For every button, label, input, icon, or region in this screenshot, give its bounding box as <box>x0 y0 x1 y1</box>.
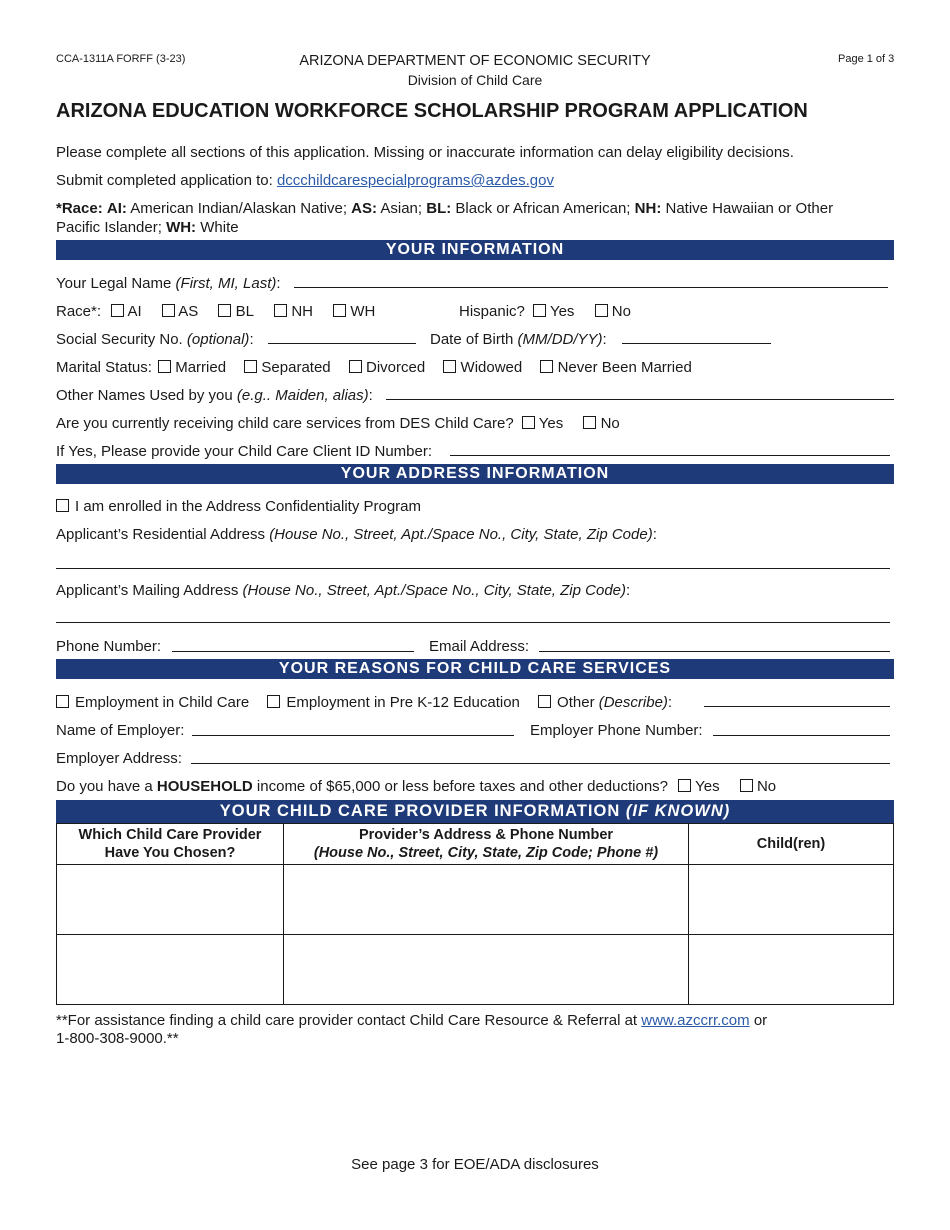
marital-row: Marital Status: Married Separated Divorced Widowed Never Been Married <box>56 359 692 376</box>
dob-label: Date of Birth (MM/DD/YY): <box>430 331 607 348</box>
email-label: Email Address: <box>429 638 530 655</box>
race-code-bl: BL: <box>426 200 452 217</box>
marital-divorced-checkbox[interactable] <box>349 360 362 373</box>
instructions-text: Please complete all sections of this application. Missing or inaccurate information can delay eligibility decisions. <box>56 144 794 161</box>
race-desc-bl: Black or African American; <box>455 200 631 217</box>
des-yes-checkbox[interactable] <box>522 416 535 429</box>
race-code-wh: WH: <box>166 219 197 236</box>
residential-address-label: Applicant’s Residential Address (House No., Street, Apt./Space No., City, State, Zip Code): <box>56 526 657 543</box>
residential-address-field[interactable] <box>56 568 890 569</box>
employer-name-field[interactable] <box>192 735 514 736</box>
phone-label: Phone Number: <box>56 638 162 655</box>
race-desc-pi: Pacific Islander; <box>56 219 162 236</box>
children-cell[interactable] <box>689 865 894 935</box>
ssn-label: Social Security No. (optional): <box>56 331 254 348</box>
client-id-label: If Yes, Please provide your Child Care Client ID Number: <box>56 443 433 460</box>
azccrr-link[interactable]: www.azccrr.com <box>641 1012 750 1029</box>
provider-table-header <box>57 824 894 865</box>
des-no-checkbox[interactable] <box>583 416 596 429</box>
race-wh-checkbox[interactable] <box>333 304 346 317</box>
address-phone-cell[interactable] <box>284 935 689 1005</box>
race-desc-nh: Native Hawaiian or Other <box>665 200 834 217</box>
provider-cell[interactable] <box>57 935 284 1005</box>
legal-name-label: Your Legal Name (First, MI, Last): <box>56 275 281 292</box>
phone-field[interactable] <box>172 651 414 652</box>
reason-other-field[interactable] <box>704 706 890 707</box>
col-address-phone: Provider’s Address & Phone Number (House No., Street, City, State, Zip Code; Phone #) <box>284 824 689 865</box>
col-provider: Which Child Care Provider Have You Chosen? <box>57 824 284 865</box>
children-cell[interactable] <box>689 935 894 1005</box>
section-provider: YOUR CHILD CARE PROVIDER INFORMATION (IF KNOWN) <box>56 800 894 823</box>
col-children: Child(ren) <box>689 824 894 865</box>
race-as-checkbox[interactable] <box>162 304 175 317</box>
submit-line <box>56 172 554 189</box>
race-code-as: AS: <box>351 200 378 217</box>
employer-phone-field[interactable] <box>713 735 890 736</box>
section-your-information: YOUR INFORMATION <box>56 240 894 260</box>
employer-name-label: Name of Employer: <box>56 722 185 739</box>
ssn-field[interactable] <box>268 343 416 344</box>
section-reasons: YOUR REASONS FOR CHILD CARE SERVICES <box>56 659 894 679</box>
hispanic-row: Hispanic? Yes No <box>459 303 631 320</box>
acp-checkbox[interactable] <box>56 499 69 512</box>
client-id-field[interactable] <box>450 455 890 456</box>
income-question-row: Do you have a HOUSEHOLD income of $65,000 or less before taxes and other deductions? Yes No <box>56 778 777 795</box>
section-address-information: YOUR ADDRESS INFORMATION <box>56 464 894 484</box>
division-name: Division of Child Care <box>407 72 543 88</box>
race-bl-checkbox[interactable] <box>218 304 231 317</box>
provider-cell[interactable] <box>57 865 284 935</box>
race-code-nh: NH: <box>634 200 662 217</box>
provider-table <box>56 823 894 1005</box>
income-yes-checkbox[interactable] <box>678 779 691 792</box>
reasons-row: Employment in Child Care Employment in Pre K-12 Education Other (Describe): <box>56 694 672 711</box>
submit-email-link[interactable]: dccchildcarespecialprograms@azdes.gov <box>276 172 554 189</box>
table-row <box>57 865 894 935</box>
race-desc-as: Asian; <box>380 200 423 217</box>
hispanic-no-checkbox[interactable] <box>595 304 608 317</box>
marital-married-checkbox[interactable] <box>158 360 171 373</box>
reason-other-checkbox[interactable] <box>538 695 551 708</box>
race-row: Race*: AI AS BL NH WH <box>56 303 376 320</box>
address-phone-cell[interactable] <box>284 865 689 935</box>
des-question-row: Are you currently receiving child care services from DES Child Care? Yes No <box>56 415 620 432</box>
employer-address-label: Employer Address: <box>56 750 182 767</box>
table-row <box>57 935 894 1005</box>
employer-phone-label: Employer Phone Number: <box>530 722 703 739</box>
income-no-checkbox[interactable] <box>740 779 753 792</box>
acp-row: I am enrolled in the Address Confidentiality Program <box>56 498 421 515</box>
race-label: Race*: <box>56 303 102 320</box>
race-desc-ai: American Indian/Alaskan Native; <box>130 200 347 217</box>
page-number: Page 1 of 3 <box>838 53 895 65</box>
marital-widowed-checkbox[interactable] <box>443 360 456 373</box>
hispanic-yes-checkbox[interactable] <box>533 304 546 317</box>
race-code-ai: AI: <box>106 200 127 217</box>
race-key-line1 <box>56 200 833 217</box>
mailing-address-field[interactable] <box>56 622 890 623</box>
assistance-line1: **For assistance finding a child care provider contact Child Care Resource & Referral at www.azccrr.com or <box>56 1012 768 1029</box>
marital-never-married-checkbox[interactable] <box>540 360 553 373</box>
marital-separated-checkbox[interactable] <box>244 360 257 373</box>
legal-name-field[interactable] <box>294 287 888 288</box>
race-nh-checkbox[interactable] <box>274 304 287 317</box>
dob-field[interactable] <box>622 343 771 344</box>
mailing-address-label: Applicant’s Mailing Address (House No., Street, Apt./Space No., City, State, Zip Code): <box>56 582 631 599</box>
other-names-field[interactable] <box>386 399 894 400</box>
form-code: CCA-1311A FORFF (3-23) <box>56 53 186 65</box>
race-key-label: *Race: <box>56 200 103 217</box>
eoe-note: See page 3 for EOE/ADA disclosures <box>351 1156 599 1173</box>
submit-label: Submit completed application to: <box>56 172 273 189</box>
race-ai-checkbox[interactable] <box>111 304 124 317</box>
reason-k12-checkbox[interactable] <box>267 695 280 708</box>
assistance-phone: 1-800-308-9000.** <box>56 1030 179 1047</box>
page-title: ARIZONA EDUCATION WORKFORCE SCHOLARSHIP PROGRAM APPLICATION <box>56 100 808 122</box>
reason-child-care-checkbox[interactable] <box>56 695 69 708</box>
other-names-label: Other Names Used by you (e.g.. Maiden, alias): <box>56 387 373 404</box>
employer-address-field[interactable] <box>191 763 890 764</box>
race-key-line2 <box>56 219 239 236</box>
race-desc-wh: White <box>200 219 239 236</box>
agency-name: ARIZONA DEPARTMENT OF ECONOMIC SECURITY <box>299 53 651 69</box>
email-field[interactable] <box>539 651 890 652</box>
